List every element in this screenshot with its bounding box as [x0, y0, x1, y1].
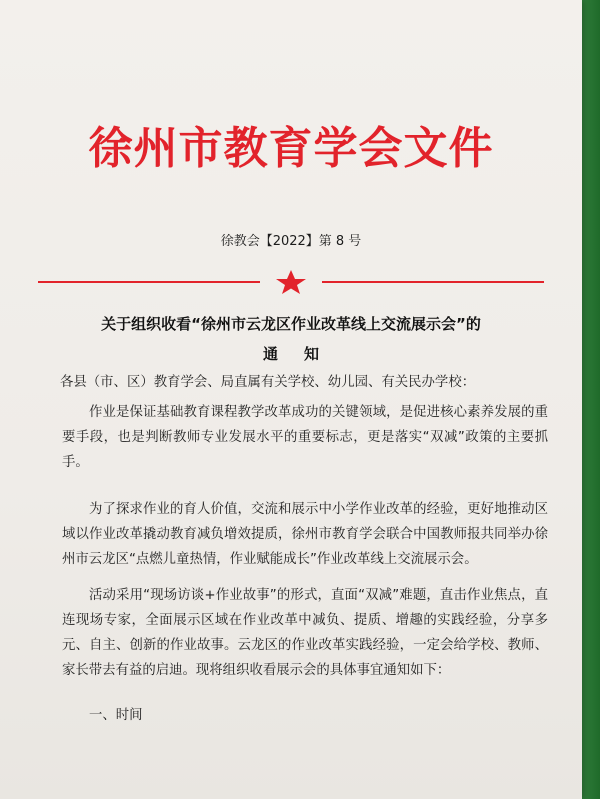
- star-icon: [272, 269, 310, 295]
- red-divider: [38, 270, 544, 294]
- addressee-line: 各县（市、区）教育学会、局直属有关学校、幼儿园、有关民办学校：: [60, 375, 476, 390]
- section-heading-time: 一、时间: [89, 708, 143, 723]
- divider-line-left: [38, 281, 260, 283]
- paragraph-2: 为了探求作业的育人价值，交流和展示中小学作业改革的经验，更好地推动区域以作业改革撬动教育减负增效提质，徐州市教育学会联合中国教师报共同举办徐州市云龙区“点燃儿童热情，作业赋能成长”作业改革线上交流展示会。: [62, 502, 548, 567]
- document-number: 徐教会【2022】第 8 号: [220, 234, 362, 249]
- document-header-title: 徐州市教育学会文件: [88, 123, 494, 174]
- notice-subtitle: 通知: [262, 345, 345, 363]
- notice-title: 关于组织收看“徐州市云龙区作业改革线上交流展示会”的: [101, 315, 481, 333]
- paragraph-3: 活动采用“现场访谈+作业故事”的形式，直面“双减”难题，直击作业焦点，直连现场专家，全面展示区域在作业改革中减负、提质、增趣的实践经验，分享多元、自主、创新的作业故事。云龙区的作业改革实践经验，一定会给学校、教师、家长带去有益的启迪。现将组织收看展示会的具体事宜通知如下：: [62, 588, 548, 678]
- divider-line-right: [322, 281, 544, 283]
- paragraph-1: 作业是保证基础教育课程教学改革成功的关键领域，是促进核心素养发展的重要手段，也是判断教师专业发展水平的重要标志，更是落实“双减”政策的主要抓手。: [62, 405, 548, 470]
